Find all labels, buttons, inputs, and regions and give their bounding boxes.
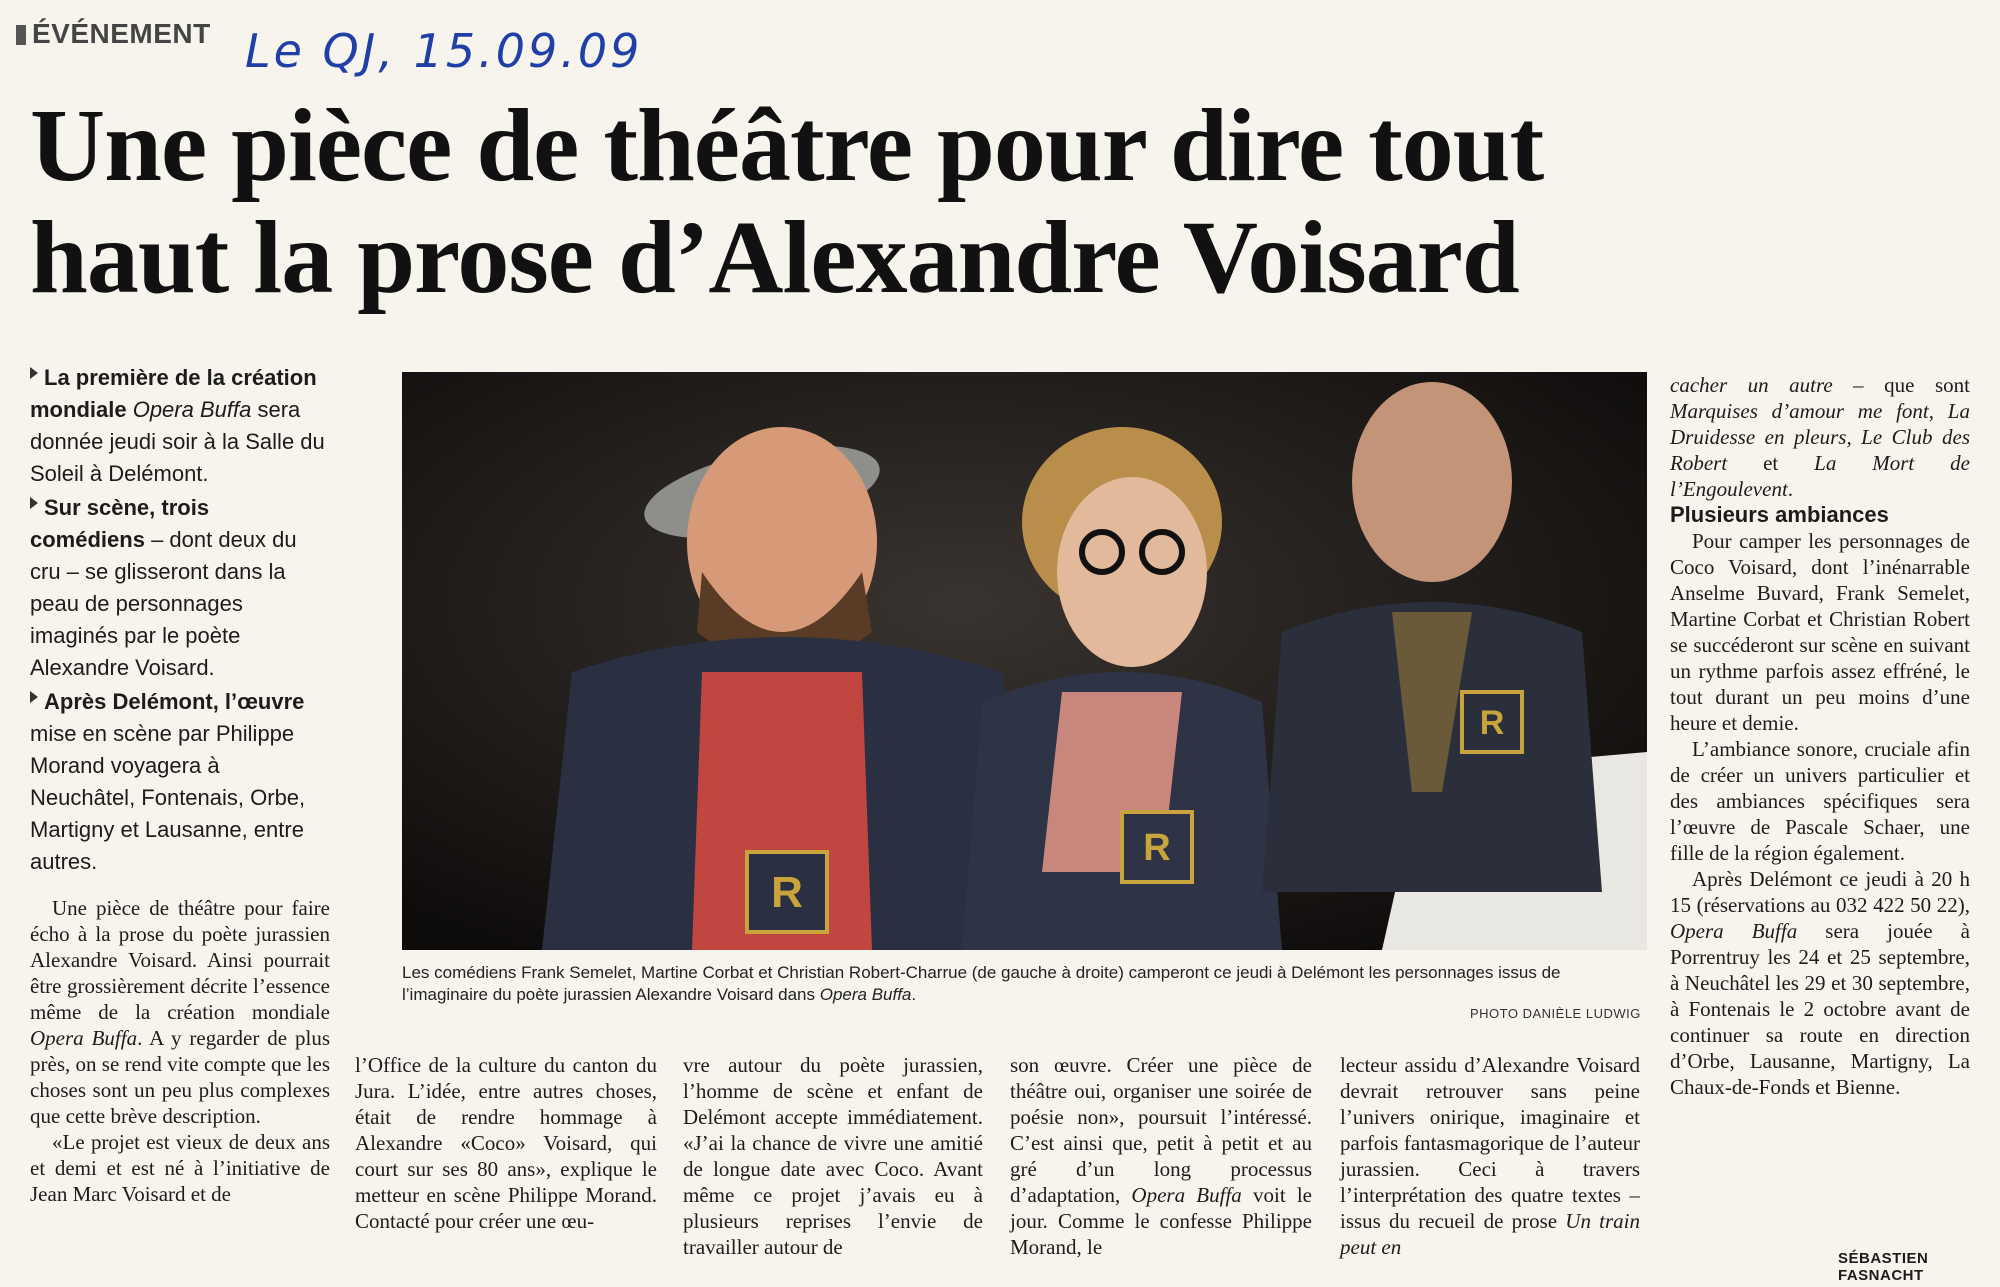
photo-credit: PHOTO DANIÈLE LUDWIG xyxy=(1470,1006,1641,1021)
article-column-6 xyxy=(1670,372,1970,1100)
svg-text:R: R xyxy=(771,868,803,917)
svg-text:R: R xyxy=(1479,704,1505,742)
bullet-lead: La première de la création mondiale xyxy=(30,365,317,422)
photo-caption: Les comédiens Frank Semelet, Martine Corbat et Christian Robert-Charrue (de gauche à droite) camperont ce jeudi à Delémont les personnages issus de l’imaginaire du poète jurassien Alexandre Voisard dans Opera Buffa. xyxy=(402,963,1561,1004)
paragraph: Une pièce de théâtre pour faire écho à la prose du poète jurassien Alexandre Voisard. Ainsi pourrait être grossièrement décrite l’essence même de la création mondiale Opera Buffa. A y regarder de plus près, on se rend vite compte que les choses sont un peu plus complexes que cette brève description. xyxy=(30,896,331,1128)
summary-bullets xyxy=(30,362,330,880)
handwritten-source-note: Le QJ, 15.09.09 xyxy=(245,24,643,78)
article-photo xyxy=(402,372,1647,950)
summary-bullet xyxy=(30,492,330,684)
subheading: Plusieurs ambiances xyxy=(1670,502,1889,527)
bullet-arrow-icon xyxy=(30,691,38,703)
section-label xyxy=(16,18,211,50)
author-byline: SÉBASTIEN FASNACHT xyxy=(1838,1250,1929,1284)
bullet-arrow-icon xyxy=(30,497,38,509)
bullet-text: – dont deux du cru – se glisseront dans la peau de personnages imaginés par le poète Alexandre Voisard. xyxy=(30,527,297,680)
paragraph: Après Delémont ce jeudi à 20 h 15 (réservations au 032 422 50 22), Opera Buffa sera jouée à Porrentruy les 24 et 25 septembre, à Neuchâtel les 29 et 30 septembre, à Fontenais le 2 octobre avant de continuer sa route en direction d’Orbe, Lausanne, Martigny, La Chaux-de-Fonds et Bienne. xyxy=(1670,867,1970,1099)
svg-text:R: R xyxy=(1143,827,1171,869)
bullet-text: sera donnée jeudi soir à la Salle du Soleil à Delémont. xyxy=(30,397,325,486)
paragraph: «Le projet est vieux de deux ans et demi et est né à l’initiative de Jean Marc Voisard et de xyxy=(30,1130,330,1206)
summary-bullet xyxy=(30,686,330,878)
bullet-lead: Après Delémont, l’œuvre xyxy=(44,689,305,714)
article-column-2 xyxy=(355,1052,657,1234)
paragraph: L’ambiance sonore, cruciale afin de créer un univers particulier et des ambiances spécifiques sera l’œuvre de Pascale Schaer, une fille de la région également. xyxy=(1670,737,1970,865)
bullet-title: Opera Buffa xyxy=(132,397,252,422)
paragraph: l’Office de la culture du canton du Jura. L’idée, entre autres choses, était de rendre hommage à Alexandre «Coco» Voisard, qui court sur ses 80 ans», explique le metteur en scène Philippe Morand. Contacté pour créer une œu- xyxy=(355,1053,657,1233)
actors-photo-illustration xyxy=(402,372,1647,950)
article-column-4 xyxy=(1010,1052,1312,1260)
bullet-lead: Sur scène, trois comédiens xyxy=(30,495,210,552)
summary-bullet xyxy=(30,362,330,490)
paragraph: vre autour du poète jurassien, l’homme de scène et enfant de Delémont accepte immédiatement. «J’ai la chance de vivre une amitié de longue date avec Coco. Avant même ce projet j’avais eu à plusieurs reprises l’envie de travailler autour de xyxy=(683,1053,983,1259)
bleed-through-text xyxy=(1000,8,1018,82)
article-column-5 xyxy=(1340,1052,1640,1260)
section-label-text: ÉVÉNEMENT xyxy=(32,18,211,49)
section-marker-icon xyxy=(16,25,26,45)
paragraph: cacher un autre – que sont Marquises d’amour me font, La Druidesse en pleurs, Le Club des Robert et La Mort de l’Engoulevent. xyxy=(1670,373,1971,501)
article-column-1 xyxy=(30,895,330,1207)
paragraph: son œuvre. Créer une pièce de théâtre oui, organiser une soirée de poésie non», poursuit l’intéressé. C’est ainsi que, petit à petit et au gré d’un long processus d’adaptation, Opera Buffa voit le jour. Comme le confesse Philippe Morand, le xyxy=(1010,1053,1313,1259)
paragraph: lecteur assidu d’Alexandre Voisard devrait retrouver sans peine l’univers onirique, imaginaire et parfois fantasmagorique de l’auteur jurassien. Ceci à travers l’interprétation des quatre textes – issus du recueil de prose Un train peut en xyxy=(1340,1053,1640,1259)
article-column-3 xyxy=(683,1052,983,1260)
bullet-arrow-icon xyxy=(30,367,38,379)
paragraph: Pour camper les personnages de Coco Voisard, dont l’inénarrable Anselme Buvard, Frank Semelet, Martine Corbat et Christian Robert se succéderont sur scène en suivant un rythme parfois assez effréné, le tout durant un peu moins d’une heure et demie. xyxy=(1670,529,1970,735)
headline: Une pièce de théâtre pour dire tout haut la prose d’Alexandre Voisard xyxy=(30,88,1544,315)
bullet-text: mise en scène par Philippe Morand voyagera à Neuchâtel, Fontenais, Orbe, Martigny et Lausanne, entre autres. xyxy=(30,721,306,874)
